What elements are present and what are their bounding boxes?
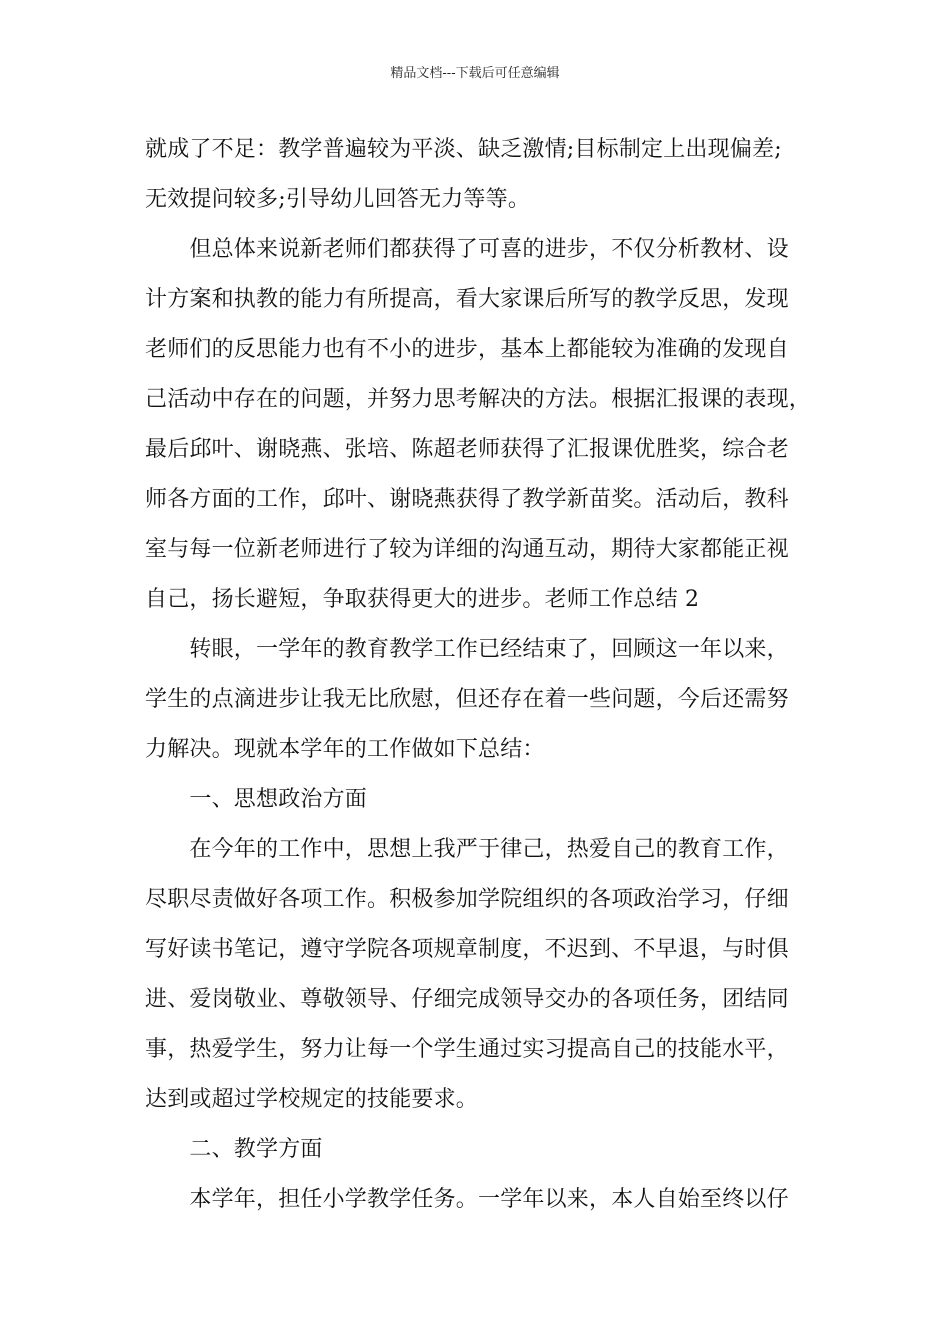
text-line: 但总体来说新老师们都获得了可喜的进步，不仅分析教材、设: [145, 237, 789, 262]
text-line: 事，热爱学生，努力让每一个学生通过实习提高自己的技能水平，: [145, 1037, 789, 1062]
text-line: 转眼，一学年的教育教学工作已经结束了，回顾这一年以来，: [145, 637, 789, 662]
section-heading: 二、教学方面: [145, 1137, 323, 1162]
text-line: 达到或超过学校规定的技能要求。: [145, 1087, 479, 1112]
text-line: 室与每一位新老师进行了较为详细的沟通互动，期待大家都能正视: [145, 537, 789, 562]
text-line: 在今年的工作中，思想上我严于律己，热爱自己的教育工作，: [145, 837, 789, 862]
text-line: 学生的点滴进步让我无比欣慰，但还存在着一些问题，今后还需努: [145, 687, 789, 712]
text-line: 无效提问较多;引导幼儿回答无力等等。: [145, 187, 531, 212]
text-line: 写好读书笔记，遵守学院各项规章制度，不迟到、不早退，与时俱: [145, 937, 789, 962]
text-line: 师各方面的工作，邱叶、谢晓燕获得了教学新苗奖。活动后，教科: [145, 487, 789, 512]
text-line: 本学年，担任小学教学任务。一学年以来，本人自始至终以仔: [145, 1187, 789, 1212]
section-heading: 一、思想政治方面: [145, 787, 368, 812]
text-line: 就成了不足：教学普遍较为平淡、缺乏激情;目标制定上出现偏差;: [145, 137, 782, 162]
text-line: 自己，扬长避短，争取获得更大的进步。老师工作总结 2: [145, 587, 700, 612]
text-line: 尽职尽责做好各项工作。积极参加学院组织的各项政治学习，仔细: [145, 887, 789, 912]
text-line: 计方案和执教的能力有所提高，看大家课后所写的教学反思，发现: [145, 287, 789, 312]
text-line: 老师们的反思能力也有不小的进步，基本上都能较为准确的发现自: [145, 337, 789, 362]
page-header: 精品文档---下载后可任意编辑: [390, 66, 560, 81]
text-line: 进、爱岗敬业、尊敬领导、仔细完成领导交办的各项任务，团结同: [145, 987, 789, 1012]
text-line: 最后邱叶、谢晓燕、张培、陈超老师获得了汇报课优胜奖，综合老: [145, 437, 789, 462]
text-line: 力解决。现就本学年的工作做如下总结：: [145, 737, 545, 762]
text-line: 己活动中存在的问题，并努力思考解决的方法。根据汇报课的表现，: [145, 387, 812, 412]
